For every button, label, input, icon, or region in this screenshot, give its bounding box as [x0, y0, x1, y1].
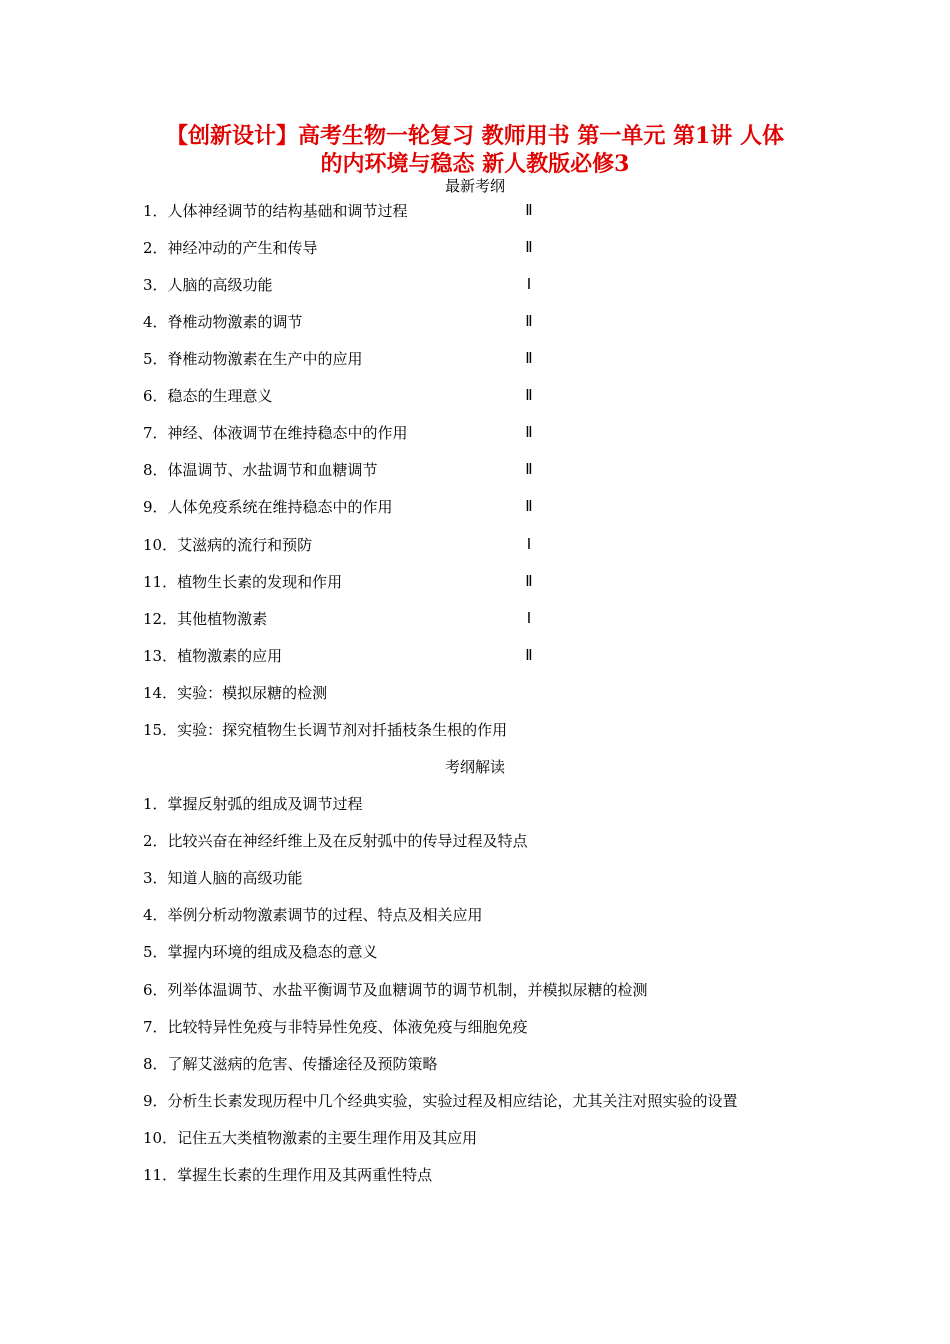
interpretation-item: 3．知道人脑的高级功能: [143, 869, 303, 887]
outline-item: 9．人体免疫系统在维持稳态中的作用: [143, 498, 393, 516]
interpretation-heading: 考纲解读: [444, 758, 505, 776]
interpretation-item: 7．比较特异性免疫与非特异性免疫、体液免疫与细胞免疫: [143, 1018, 528, 1036]
interpretation-item: 6．列举体温调节、水盐平衡调节及血糖调节的调节机制，并模拟尿糖的检测: [143, 981, 648, 999]
outline-item: 7．神经、体液调节在维持稳态中的作用: [143, 424, 408, 442]
outline-item: 3．人脑的高级功能: [143, 276, 273, 294]
interpretation-item: 5．掌握内环境的组成及稳态的意义: [143, 943, 378, 961]
outline-item-level: Ⅰ: [526, 537, 532, 553]
outline-item: 10．艾滋病的流行和预防: [143, 536, 313, 554]
outline-item-level: Ⅱ: [525, 648, 533, 664]
interpretation-item: 8．了解艾滋病的危害、传播途径及预防策略: [143, 1055, 438, 1073]
interpretation-item: 9．分析生长素发现历程中几个经典实验，实验过程及相应结论，尤其关注对照实验的设置: [143, 1092, 738, 1110]
outline-item: 4．脊椎动物激素的调节: [143, 313, 303, 331]
outline-item: 2．神经冲动的产生和传导: [143, 239, 318, 257]
outline-item-level: Ⅰ: [526, 277, 532, 293]
outline-item: 13．植物激素的应用: [143, 647, 283, 665]
interpretation-item: 1．掌握反射弧的组成及调节过程: [143, 795, 363, 813]
outline-item: 1．人体神经调节的结构基础和调节过程: [143, 202, 408, 220]
outline-item: 5．脊椎动物激素在生产中的应用: [143, 350, 363, 368]
outline-item-level: Ⅱ: [525, 388, 533, 404]
interpretation-item: 10．记住五大类植物激素的主要生理作用及其应用: [143, 1129, 478, 1147]
outline-item: 11．植物生长素的发现和作用: [143, 573, 343, 591]
interpretation-item: 11．掌握生长素的生理作用及其两重性特点: [143, 1166, 433, 1184]
outline-item: 15．实验：探究植物生长调节剂对扦插枝条生根的作用: [143, 721, 508, 739]
interpretation-item: 2．比较兴奋在神经纤维上及在反射弧中的传导过程及特点: [143, 832, 528, 850]
outline-item-level: Ⅱ: [525, 351, 533, 367]
interpretation-item: 4．举例分析动物激素调节的过程、特点及相关应用: [143, 906, 483, 924]
outline-heading: 最新考纲: [444, 177, 505, 195]
outline-item: 12．其他植物激素: [143, 610, 268, 628]
outline-item: 14．实验：模拟尿糖的检测: [143, 684, 328, 702]
outline-item-level: Ⅱ: [525, 240, 533, 256]
outline-item: 6．稳态的生理意义: [143, 387, 273, 405]
outline-item-level: Ⅱ: [525, 574, 533, 590]
outline-item-level: Ⅱ: [525, 314, 533, 330]
outline-item-level: Ⅰ: [526, 611, 532, 627]
outline-item-level: Ⅱ: [525, 499, 533, 515]
document-title-line-2: 的内环境与稳态 新人教版必修3: [320, 151, 630, 177]
outline-item-level: Ⅱ: [525, 425, 533, 441]
document-title-line-1: 【创新设计】高考生物一轮复习 教师用书 第一单元 第1讲 人体: [166, 123, 784, 149]
outline-item-level: Ⅱ: [525, 203, 533, 219]
outline-item: 8．体温调节、水盐调节和血糖调节: [143, 461, 378, 479]
outline-item-level: Ⅱ: [525, 462, 533, 478]
